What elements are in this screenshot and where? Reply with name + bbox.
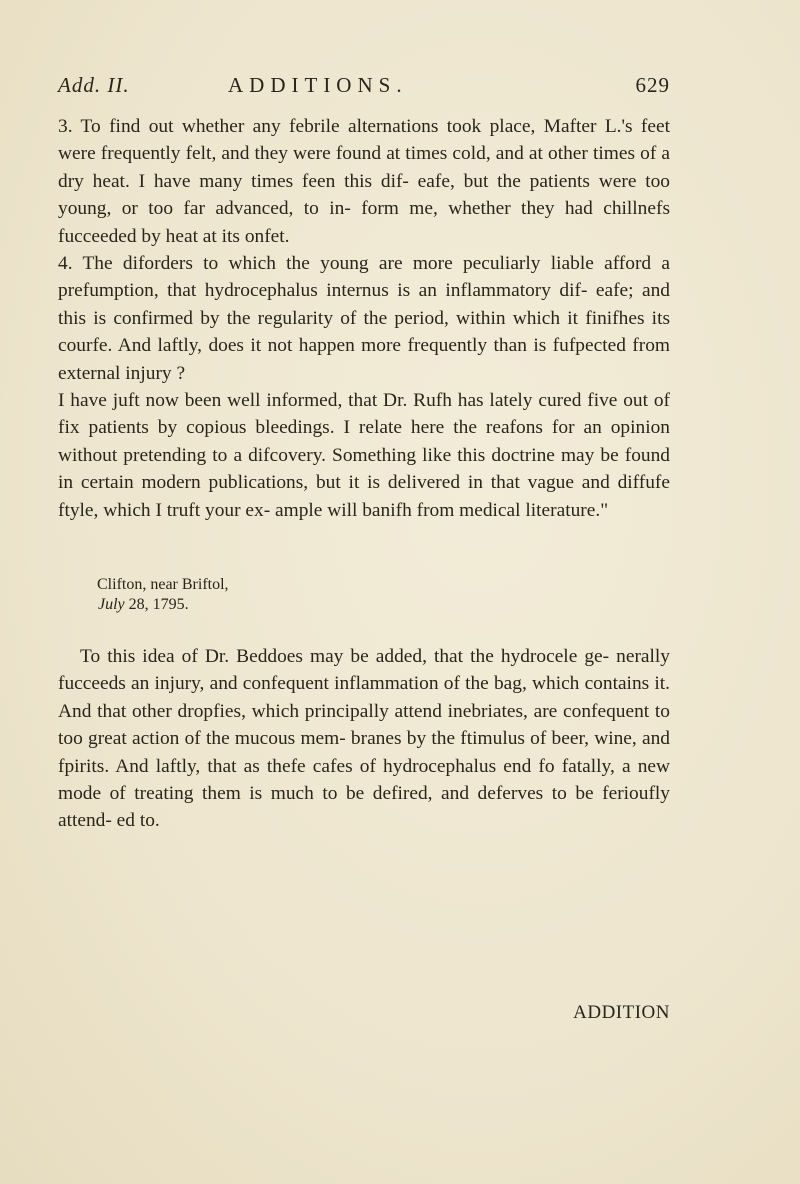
paragraph-point-4: 4. The diforders to which the young are more peculiarly liable afford a prefumption, that hydrocephalus internus is an inflammatory dif- eafe; and this is confirmed by the regularity of the period, within which it finifhes its courfe. And laftly, does it not happen more frequently than is fufpected from external injury ? <box>58 253 670 384</box>
signature-date <box>97 595 229 615</box>
commentary-body <box>58 643 670 835</box>
signature-date-month: July <box>98 596 125 613</box>
signature-date-rest: 28, 1795. <box>128 596 189 613</box>
page-number: 629 <box>635 73 670 97</box>
letter-signature <box>97 575 229 615</box>
letter-body <box>58 113 670 524</box>
paragraph-closing: I have juft now been well informed, that Dr. Rufh has lately cured five out of fix patients by copious bleedings. I relate here the reafons for an opinion without pretending to a difcovery. Something like this doctrine may be found in certain modern publications, but it is delivered in that vague and diffufe ftyle, which I truft your ex- ample will banifh from medical literature." <box>58 390 670 521</box>
running-header <box>58 73 670 103</box>
catchword: ADDITION <box>573 1002 670 1023</box>
running-title: ADDITIONS. <box>228 73 408 97</box>
paragraph-point-3: 3. To find out whether any febrile alternations took place, Mafter L.'s feet were frequently felt, and they were found at times cold, and at other times of a dry heat. I have many times feen this dif- eafe, but the patients were too young, or too far advanced, to in- form me, whether they had chillnefs fucceeded by heat at its onfet. <box>58 116 670 247</box>
signature-place: Clifton, near Briftol, <box>97 576 229 593</box>
section-label: Add. II. <box>58 73 130 97</box>
paragraph-commentary: To this idea of Dr. Beddoes may be added, that the hydrocele ge- nerally fucceeds an injury, and confequent inflammation of the bag, which contains it. And that other dropfies, which principally attend inebriates, are confequent to too great action of the mucous mem- branes by the ftimulus of beer, wine, and fpirits. And laftly, that as thefe cafes of hydrocephalus end fo fatally, a new mode of treating them is much to be defired, and deferves to be ferioufly attend- ed to. <box>58 646 670 832</box>
